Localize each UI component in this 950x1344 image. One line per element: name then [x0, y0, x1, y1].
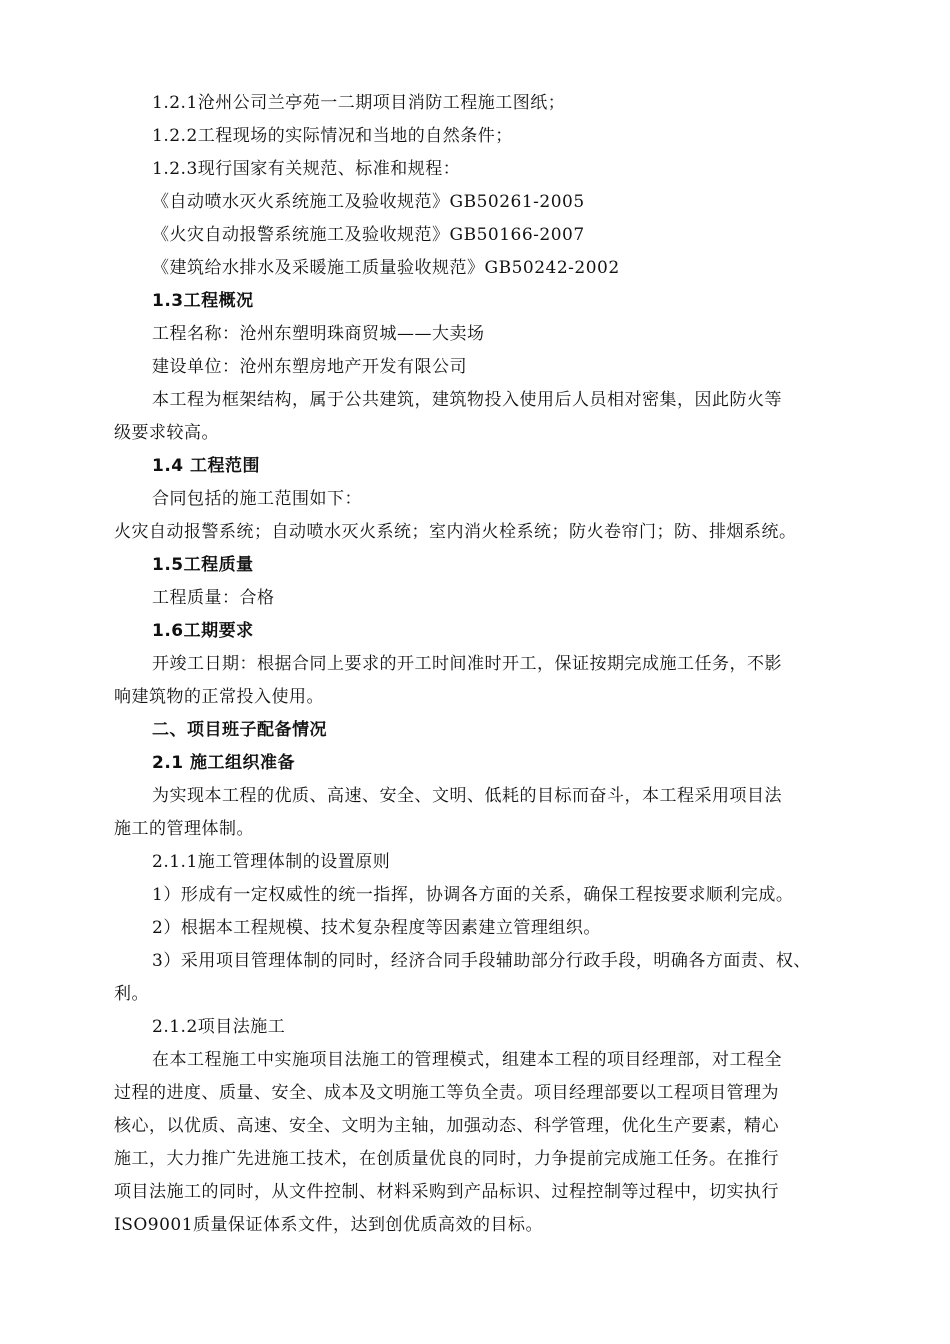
organization-line-2: 施工的管理体制。: [114, 819, 254, 839]
paragraph-structure-line-1: 本工程为框架结构，属于公共建筑，建筑物投入使用后人员相对密集，因此防火等: [152, 390, 782, 410]
method-line-5: 项目法施工的同时，从文件控制、材料采购到产品标识、过程控制等过程中，切实执行: [114, 1182, 779, 1202]
heading-2-1-1: 2.1.1施工管理体制的设置原则: [152, 852, 391, 872]
principle-1: 1）形成有一定权威性的统一指挥，协调各方面的关系，确保工程按要求顺利完成。: [152, 885, 794, 905]
standard-fire-alarm: 《火灾自动报警系统施工及验收规范》GB50166-2007: [152, 225, 585, 245]
principle-3-line-2: 利。: [114, 984, 149, 1004]
principle-3-line-1: 3）采用项目管理体制的同时，经济合同手段辅助部分行政手段，明确各方面责、权、: [152, 951, 811, 971]
project-name: 工程名称：沧州东塑明珠商贸城——大卖场: [152, 324, 485, 344]
heading-2-1: 2.1 施工组织准备: [152, 753, 296, 773]
ref-site-conditions: 1.2.2工程现场的实际情况和当地的自然条件；: [152, 126, 513, 146]
method-line-3: 核心，以优质、高速、安全、文明为主轴，加强动态、科学管理，优化生产要素，精心: [114, 1116, 779, 1136]
method-line-4: 施工，大力推广先进施工技术，在创质量优良的同时，力争提前完成施工任务。在推行: [114, 1149, 779, 1169]
organization-line-1: 为实现本工程的优质、高速、安全、文明、低耗的目标而奋斗，本工程采用项目法: [152, 786, 782, 806]
ref-standards: 1.2.3现行国家有关规范、标准和规程：: [152, 159, 461, 179]
schedule-line-2: 响建筑物的正常投入使用。: [114, 687, 324, 707]
heading-2-1-2: 2.1.2项目法施工: [152, 1017, 286, 1037]
paragraph-structure-line-2: 级要求较高。: [114, 423, 219, 443]
standard-water-supply: 《建筑给水排水及采暖施工质量验收规范》GB50242-2002: [152, 258, 620, 278]
heading-1-6: 1.6工期要求: [152, 621, 254, 641]
standard-sprinkler: 《自动喷水灭火系统施工及验收规范》GB50261-2005: [152, 192, 585, 212]
ref-drawings: 1.2.1沧州公司兰亭苑一二期项目消防工程施工图纸；: [152, 93, 566, 113]
heading-1-5: 1.5工程质量: [152, 555, 254, 575]
construction-unit: 建设单位：沧州东塑房地产开发有限公司: [152, 357, 467, 377]
method-line-6: ISO9001质量保证体系文件，达到创优质高效的目标。: [114, 1215, 544, 1235]
schedule-line-1: 开竣工日期：根据合同上要求的开工时间准时开工，保证按期完成施工任务，不影: [152, 654, 782, 674]
heading-1-3: 1.3工程概况: [152, 291, 254, 311]
method-line-2: 过程的进度、质量、安全、成本及文明施工等负全责。项目经理部要以工程项目管理为: [114, 1083, 779, 1103]
principle-2: 2）根据本工程规模、技术复杂程度等因素建立管理组织。: [152, 918, 601, 938]
heading-section-2: 二、项目班子配备情况: [152, 720, 327, 740]
scope-systems: 火灾自动报警系统；自动喷水灭火系统；室内消火栓系统；防火卷帘门；防、排烟系统。: [114, 522, 797, 542]
method-line-1: 在本工程施工中实施项目法施工的管理模式，组建本工程的项目经理部，对工程全: [152, 1050, 782, 1070]
scope-intro: 合同包括的施工范围如下：: [152, 489, 362, 509]
quality-text: 工程质量：合格: [152, 588, 275, 608]
heading-1-4: 1.4 工程范围: [152, 456, 261, 476]
